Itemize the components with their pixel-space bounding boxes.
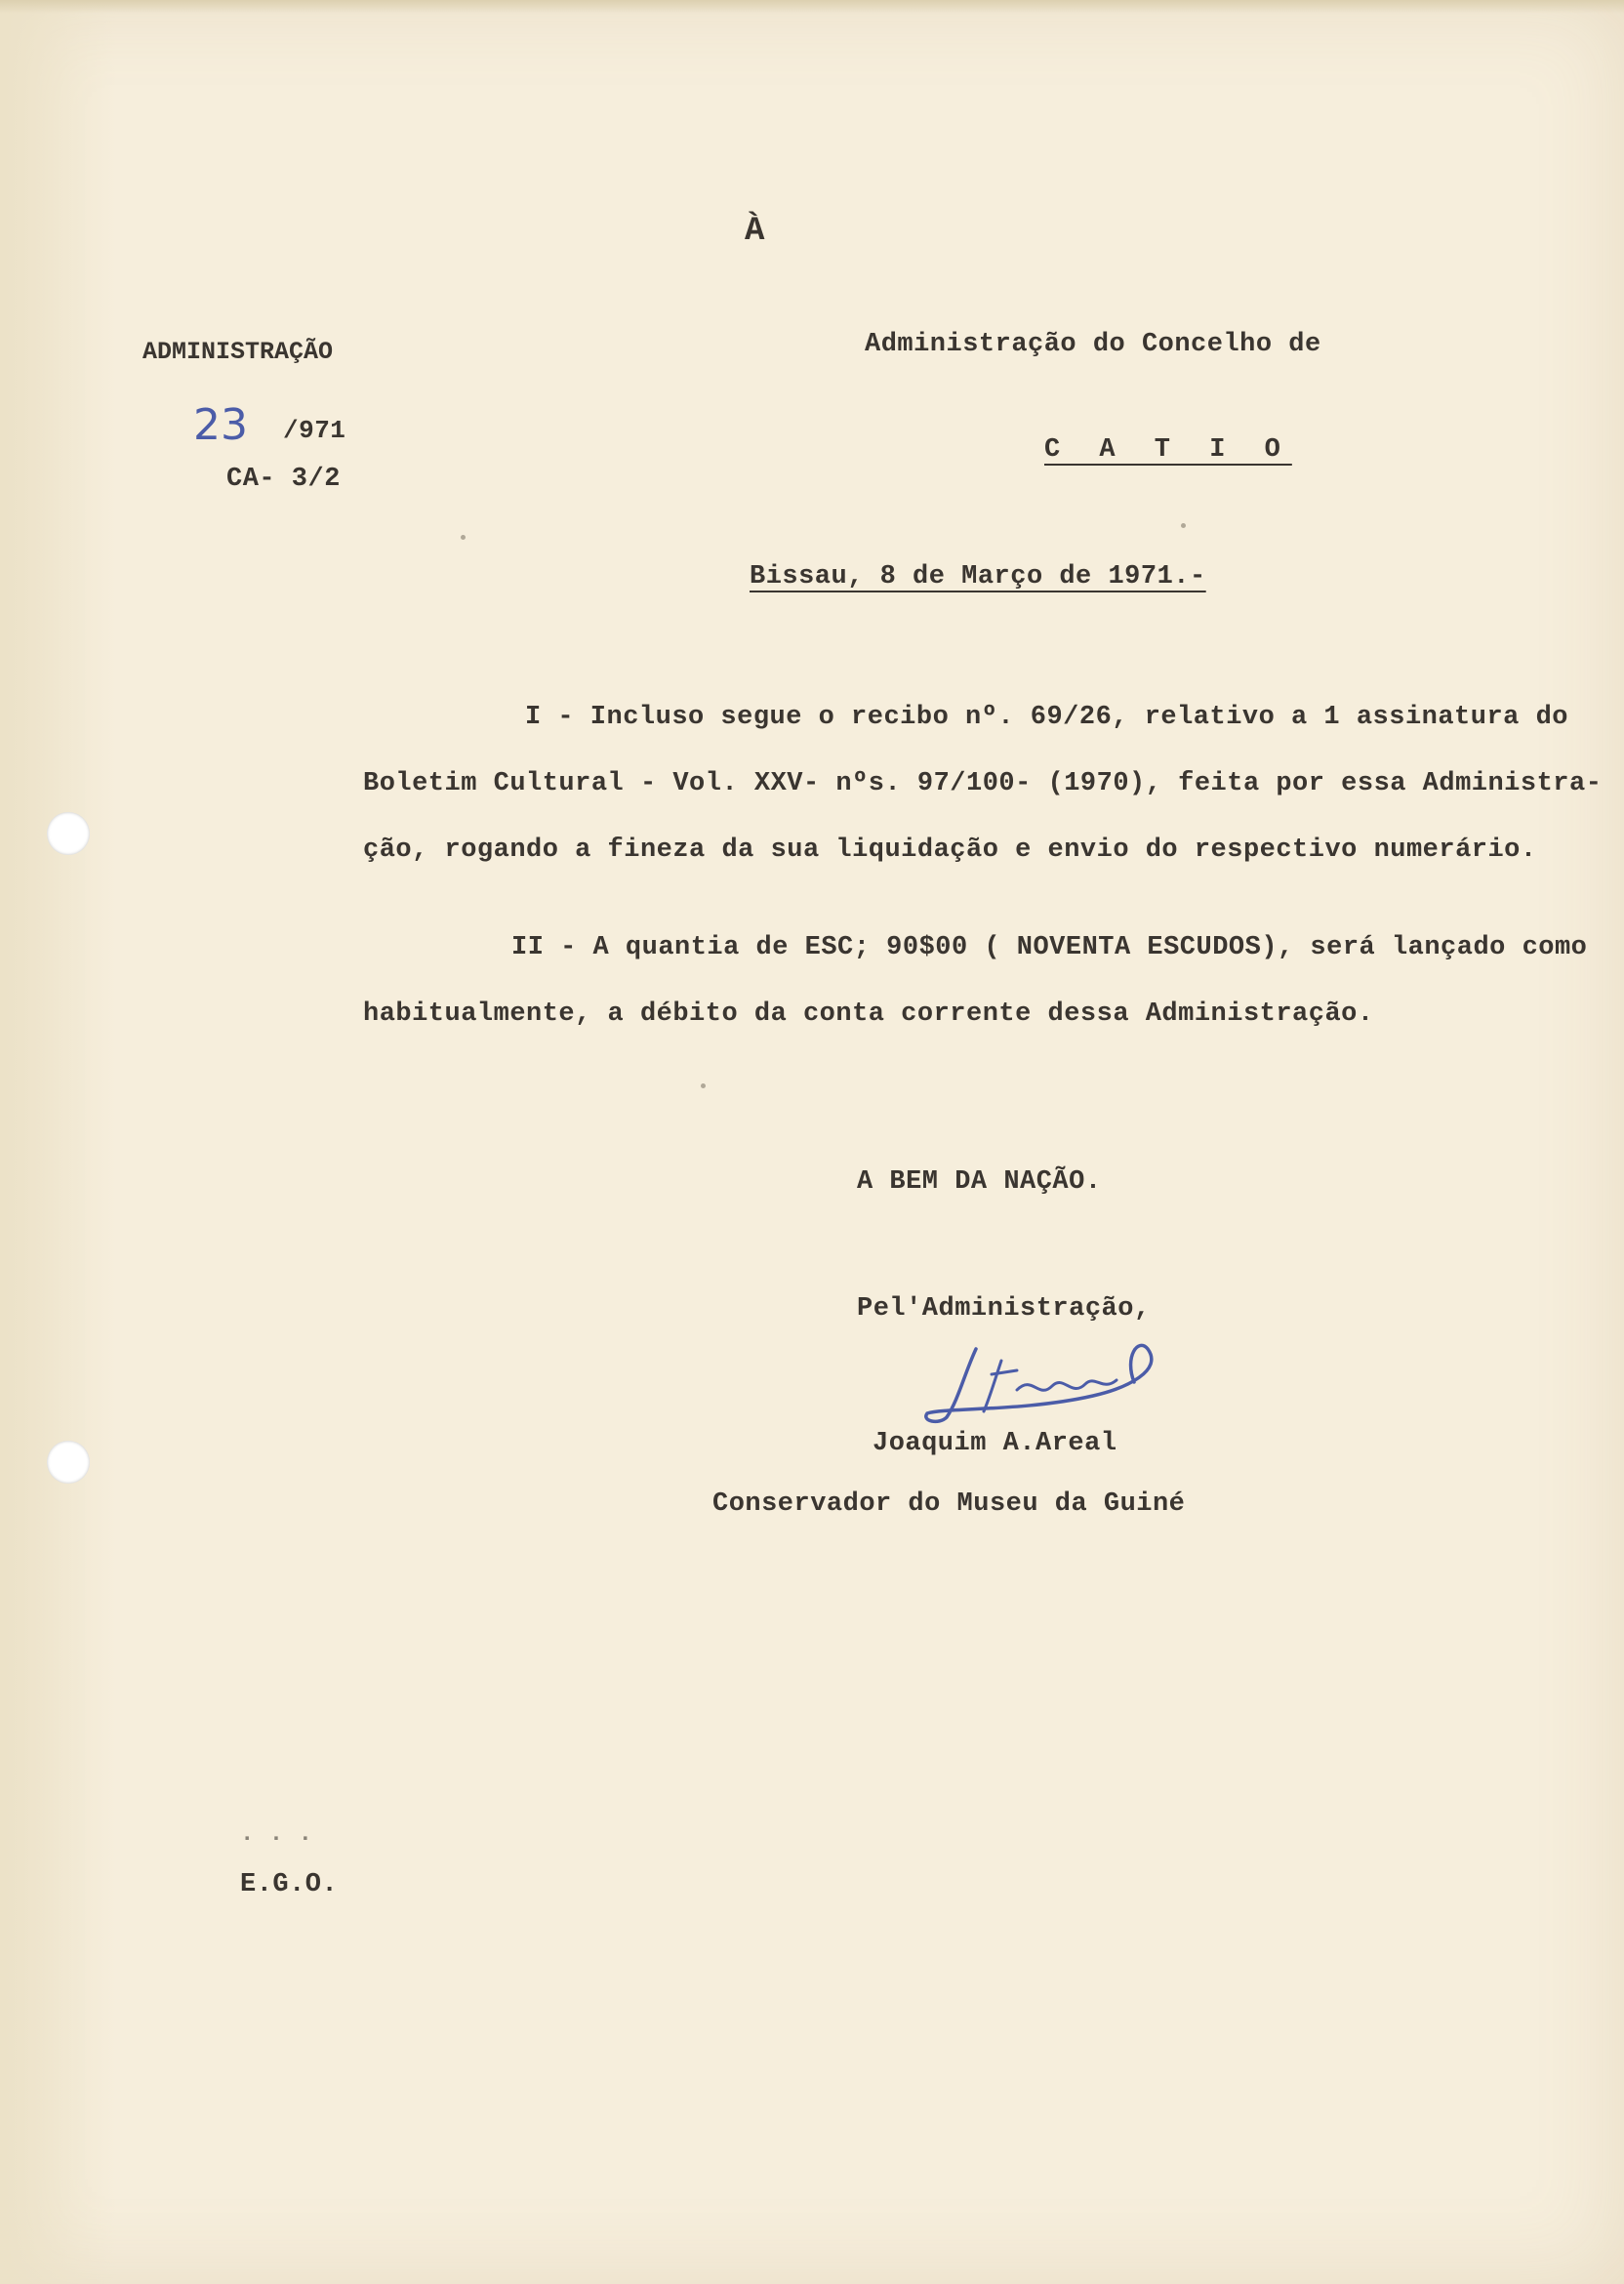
paragraph2-line2: habitualmente, a débito da conta corrente dessa Administração.: [363, 999, 1374, 1029]
paper-speck: [461, 535, 466, 540]
paragraph1-line2: Boletim Cultural - Vol. XXV- nºs. 97/100- (1970), feita por essa Administra-: [363, 769, 1603, 798]
a-mark: À: [745, 213, 765, 250]
footer-initials: E.G.O.: [240, 1870, 339, 1899]
recipient-line1: Administração do Concelho de: [865, 330, 1321, 359]
footer-dots: . . .: [240, 1821, 313, 1848]
reference-code: CA- 3/2: [226, 465, 341, 494]
date-line: Bissau, 8 de Março de 1971.-: [750, 562, 1206, 591]
closing-salutation: A BEM DA NAÇÃO.: [857, 1167, 1102, 1197]
signatory-name: Joaquim A.Areal: [873, 1429, 1117, 1458]
punch-hole: [47, 812, 90, 855]
signatory-title: Conservador do Museu da Guiné: [712, 1489, 1186, 1519]
signature-graphic: [908, 1327, 1171, 1435]
left-label: ADMINISTRAÇÃO: [142, 338, 334, 366]
paper-speck: [1181, 523, 1186, 528]
reference-year: /971: [283, 416, 346, 445]
paper-speck: [701, 1083, 706, 1088]
paragraph1-line1: I - Incluso segue o recibo nº. 69/26, relativo a 1 assinatura do: [525, 703, 1568, 732]
closing-pel: Pel'Administração,: [857, 1294, 1151, 1324]
paragraph1-line3: ção, rogando a fineza da sua liquidação e envio do respectivo numerário.: [363, 836, 1537, 865]
recipient-line2: C A T I O: [1044, 435, 1292, 465]
punch-hole: [47, 1441, 90, 1484]
paragraph2-line1: II - A quantia de ESC; 90$00 ( NOVENTA ESCUDOS), será lançado como: [511, 933, 1588, 962]
reference-number-handwritten: 23: [193, 400, 248, 450]
